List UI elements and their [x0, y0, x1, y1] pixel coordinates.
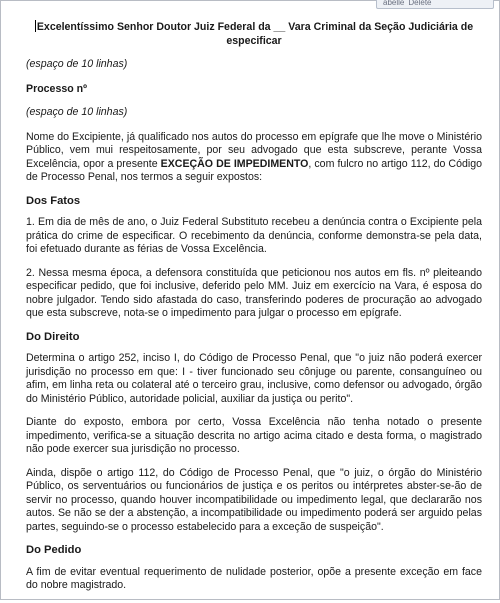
process-label: Processo nº	[26, 82, 87, 95]
document-title-text: Excelentíssimo Senhor Doutor Juiz Federal da __ Vara Criminal da Seção Judiciária de especificar	[36, 21, 474, 47]
law-paragraph-2: Diante do exposto, embora por certo, Vossa Excelência não tenha notado o presente impedimento, verifica-se a situação descrita no artigo acima citado e desta forma, o magistrado não pode exercer sua jurisdição no processo.	[26, 416, 482, 455]
space-note-1: (espaço de 10 linhas)	[26, 58, 128, 70]
facts-heading: Dos Fatos	[26, 194, 81, 207]
toolbar-delete-label[interactable]: Delete	[408, 0, 432, 7]
law-paragraph-3: Ainda, dispõe o artigo 112, do Código de Processo Penal, que "o juiz, o órgão do Ministério Público, os serventuários ou funcionários de justiça e os peritos ou intérpretes abster-se-ão de servir no processo, quando houver incompatibilidade ou impedimento legal, que declararão nos autos. Se não se der a abstenção, a incompatibilidade ou impedimento poderá ser arguido pelas partes, seguindo-se o processo estabelecido para a exceção de suspeição".	[26, 466, 482, 533]
space-note-2: (espaço de 10 linhas)	[26, 106, 128, 118]
law-heading: Do Direito	[26, 330, 80, 343]
fact-paragraph-1: 1. Em dia de mês de ano, o Juiz Federal Substituto recebeu a denúncia contra o Excipiente pela prática do crime de especificar. O recebimento da denúncia, conforme demonstra-se pela data, foi efetuado durante as férias de Vossa Excelência.	[26, 216, 482, 255]
document-title	[26, 20, 482, 48]
intro-text-before: Nome do Excipiente, já qualificado nos autos do processo em epígrafe que lhe move o Ministério Público, vem mui respeitosamente, por seu advogado que esta subscreve, perante Vossa Excelência, opor a presente	[26, 130, 482, 170]
law-paragraph-1: Determina o artigo 252, inciso I, do Código de Processo Penal, que "o juiz não poderá exercer jurisdição no processo em que: I - tiver funcionado seu cônjuge ou parente, consanguíneo ou afim, em linha reta ou colateral até o terceiro grau, inclusive, como defensor ou advogado, órgão do Ministério Público, autoridade policial, auxiliar da justiça ou perito".	[26, 352, 482, 405]
intro-bold-text: EXCEÇÃO DE IMPEDIMENTO	[160, 157, 309, 170]
intro-text-after: , com fulcro no artigo 112, do Código de Processo Penal, nos termos a seguir expostos:	[26, 157, 483, 183]
request-paragraph-1: A fim de evitar eventual requerimento de nulidade posterior, opõe a presente exceção em face do nobre magistrado.	[26, 565, 482, 591]
toolbar-fragment[interactable]	[376, 0, 494, 9]
fact-paragraph-2: 2. Nessa mesma época, a defensora constituída que peticionou nos autos em fls. nº pleiteando especificar pedido, que foi inclusive, deferido pelo MM. Juiz em exercício na Vara, é esposa do nobre julgador. Tendo sido afastada do caso, transferindo poderes de procuração ao advogado que esta subscreve, nota-se o impedimento para julgar o processo em epígrafe.	[26, 266, 482, 319]
text-cursor	[35, 20, 36, 32]
document-body[interactable]	[26, 20, 482, 603]
toolbar-left-label[interactable]: abelle	[383, 0, 405, 7]
intro-paragraph	[26, 131, 482, 185]
request-heading: Do Pedido	[26, 544, 82, 556]
